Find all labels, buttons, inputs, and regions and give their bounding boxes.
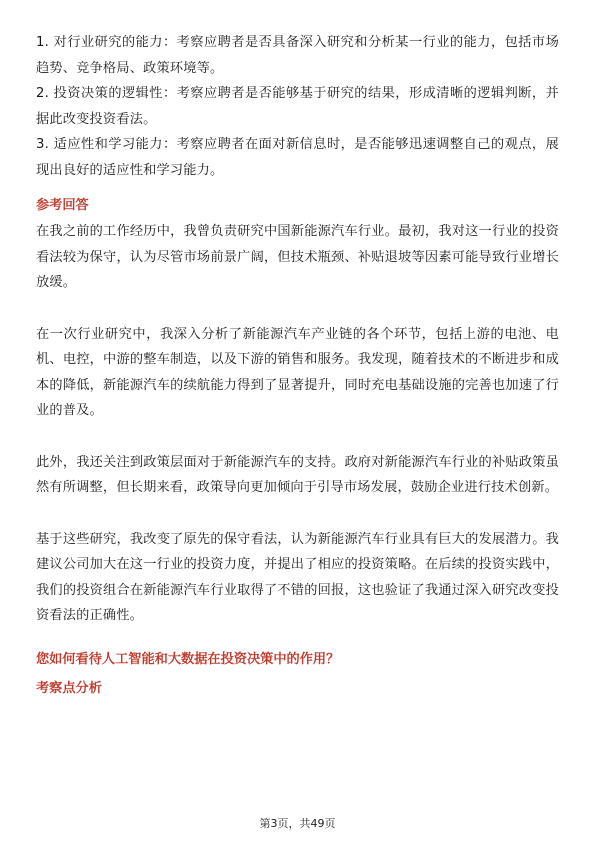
page-footer: 第3页，共49页 bbox=[259, 817, 336, 830]
document-page bbox=[36, 30, 559, 701]
answer-paragraph-2: 在一次行业研究中，我深入分析了新能源汽车产业链的各个环节，包括上游的电池、电机、电控，中游的整车制造，以及下游的销售和服务。我发现，随着技术的不断进步和成本的降低，新能源汽车的续航能力得到了显著提升，同时充电基础设施的完善也加速了行业的普及。 bbox=[36, 326, 559, 418]
criterion-2: 2. 投资决策的逻辑性：考察应聘者是否能够基于研究的结果，形成清晰的逻辑判断，并据此改变投资看法。 bbox=[36, 86, 559, 127]
paragraph-spacer bbox=[36, 501, 559, 527]
criterion-1: 1. 对行业研究的能力：考察应聘者是否具备深入研究和分析某一行业的能力，包括市场趋势、竞争格局、政策环境等。 bbox=[36, 35, 559, 76]
paragraph-spacer bbox=[36, 424, 559, 450]
answer-paragraph-3: 此外，我还关注到政策层面对于新能源汽车的支持。政府对新能源汽车行业的补贴政策虽然有所调整，但长期来看，政策导向更加倾向于引导市场发展，鼓励企业进行技术创新。 bbox=[36, 454, 559, 495]
answer-paragraph-4: 基于这些研究，我改变了原先的保守看法，认为新能源汽车行业具有巨大的发展潜力。我建议公司加大在这一行业的投资力度，并提出了相应的投资策略。在后续的投资实践中，我们的投资组合在新能源汽车行业取得了不错的回报，这也验证了我通过深入研究改变投资看法的正确性。 bbox=[36, 531, 559, 623]
answer-heading: 参考回答 bbox=[36, 198, 89, 213]
analysis-subheading: 考察点分析 bbox=[36, 680, 102, 696]
criterion-3: 3. 适应性和学习能力：考察应聘者在面对新信息时，是否能够迅速调整自己的观点，展现出良好的适应性和学习能力。 bbox=[36, 137, 559, 178]
evaluation-criteria bbox=[36, 30, 559, 183]
next-question-heading: 您如何看待人工智能和大数据在投资决策中的作用？ bbox=[36, 651, 340, 667]
paragraph-spacer bbox=[36, 296, 559, 322]
answer-paragraph-1: 在我之前的工作经历中，我曾负责研究中国新能源汽车行业。最初，我对这一行业的投资看法较为保守，认为尽管市场前景广阔，但技术瓶颈、补贴退坡等因素可能导致行业增长放缓。 bbox=[36, 224, 559, 290]
